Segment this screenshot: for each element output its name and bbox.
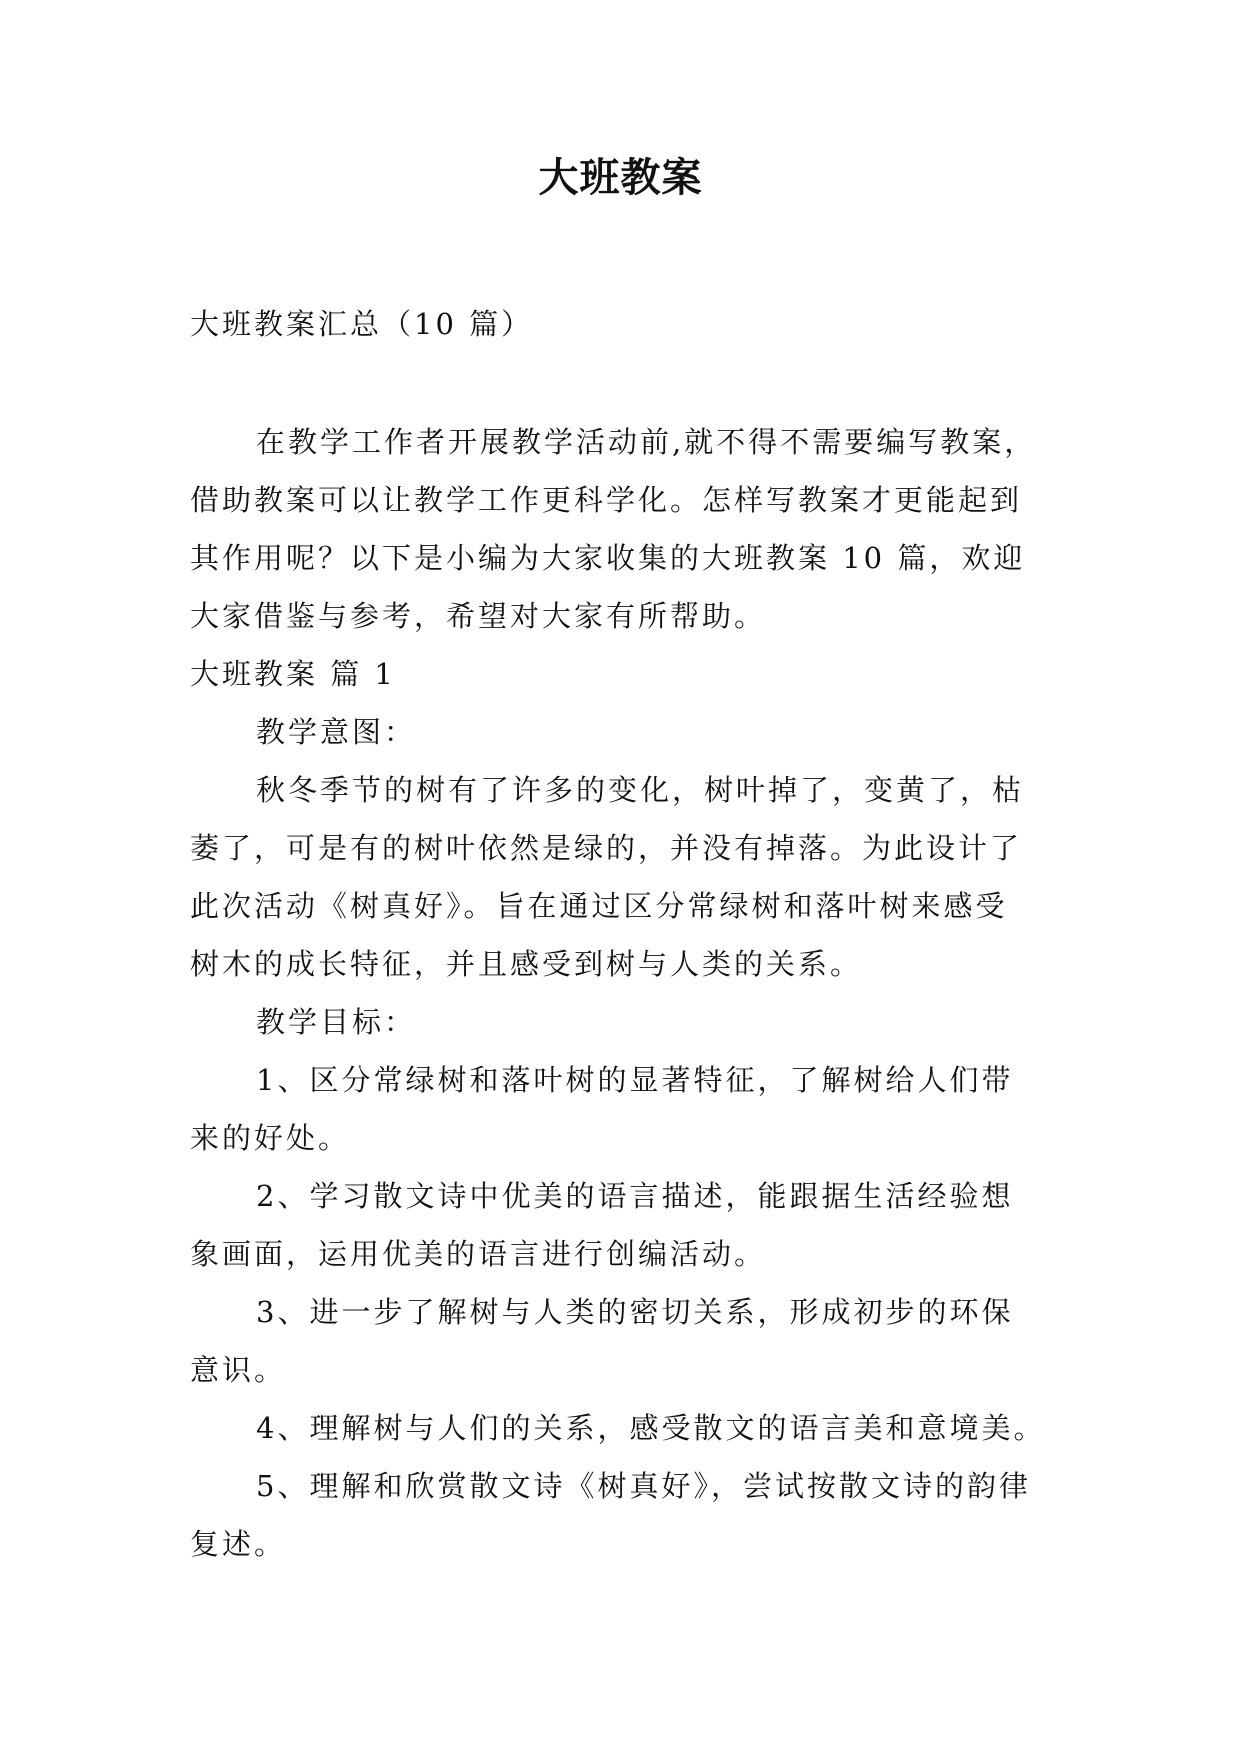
paragraph-spacer: [190, 353, 1050, 413]
goal-item-line: 象画面，运用优美的语言进行创编活动。: [190, 1237, 767, 1271]
goal-item-line: 来的好处。: [190, 1121, 351, 1155]
goals-heading: 教学目标：: [256, 1005, 417, 1039]
intent-line: 树木的成长特征，并且感受到树与人类的关系。: [190, 947, 863, 981]
intent-line: 秋冬季节的树有了许多的变化，树叶掉了，变黄了，枯: [256, 773, 1025, 807]
intent-line: 此次活动《树真好》。旨在通过区分常绿树和落叶树来感受: [190, 889, 1008, 923]
goal-item-line: 4、理解树与人们的关系，感受散文的语言美和意境美。: [256, 1411, 1046, 1445]
intro-line: 大家借鉴与参考，希望对大家有所帮助。: [190, 599, 767, 633]
intro-line: 其作用呢？以下是小编为大家收集的大班教案 10 篇，欢迎: [190, 541, 1026, 575]
document-subtitle: 大班教案汇总（10 篇）: [190, 307, 534, 341]
intro-line: 在教学工作者开展教学活动前,就不得不需要编写教案，: [256, 425, 1037, 459]
goal-item-line: 意识。: [190, 1353, 287, 1387]
intent-heading: 教学意图：: [256, 715, 417, 749]
intro-line: 借助教案可以让教学工作更科学化。怎样写教案才更能起到: [190, 483, 1023, 517]
goal-item-line: 1、区分常绿树和落叶树的显著特征，了解树给人们带: [256, 1063, 1014, 1097]
goal-item-line: 2、学习散文诗中优美的语言描述，能跟据生活经验想: [256, 1179, 1014, 1213]
intent-line: 萎了，可是有的树叶依然是绿的，并没有掉落。为此设计了: [190, 831, 1023, 865]
goal-item-line: 3、进一步了解树与人类的密切关系，形成初步的环保: [256, 1295, 1014, 1329]
document-title: 大班教案: [538, 155, 703, 201]
document-body: [190, 295, 1050, 1573]
goal-item-line: 5、理解和欣赏散文诗《树真好》，尝试按散文诗的韵律: [256, 1469, 1031, 1503]
goal-item-line: 复述。: [190, 1527, 287, 1561]
section-heading: 大班教案 篇 1: [190, 657, 396, 691]
